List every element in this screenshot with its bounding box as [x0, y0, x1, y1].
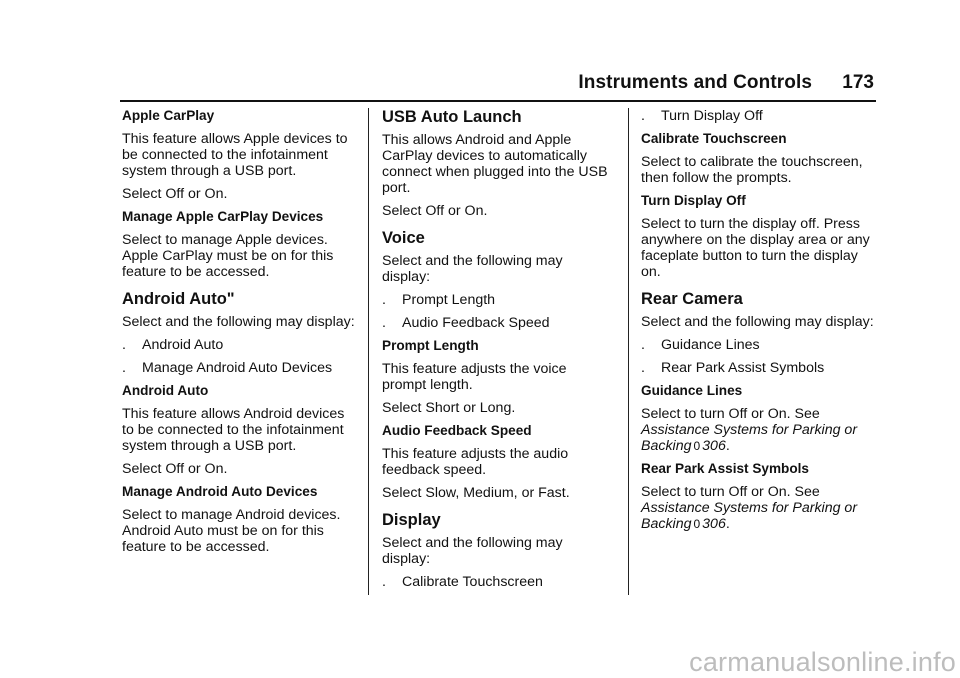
column-1: [122, 108, 358, 562]
paragraph: Select Off or On.: [122, 461, 228, 477]
paragraph: Select and the following may display:: [382, 535, 563, 567]
heading-display: Display: [382, 511, 441, 529]
subheading-guidance-lines: Guidance Lines: [641, 383, 743, 398]
page-reference-icon: 0: [693, 517, 701, 531]
heading-usb-auto-launch: USB Auto Launch: [382, 108, 522, 126]
paragraph: This feature allows Apple devices to be connected to the infotainment system through a USB port.: [122, 131, 348, 179]
heading-rear-camera: Rear Camera: [641, 290, 743, 308]
subheading-audio-feedback: Audio Feedback Speed: [382, 423, 532, 438]
column-2: [382, 108, 614, 597]
paragraph: Select to manage Apple devices. Apple CarPlay must be on for this feature to be accessed.: [122, 232, 334, 280]
page-header: [0, 70, 960, 100]
paragraph: This feature adjusts the voice prompt length.: [382, 361, 567, 393]
section-title: Instruments and Controls: [578, 72, 812, 93]
paragraph: Select to turn the display off. Press anywhere on the display area or any faceplate button to turn the display on.: [641, 216, 870, 280]
paragraph: Select and the following may display:: [641, 314, 874, 330]
paragraph: This feature adjusts the audio feedback speed.: [382, 446, 569, 478]
page-number: 173: [842, 72, 874, 93]
paragraph: Select to calibrate the touchscreen, then follow the prompts.: [641, 154, 863, 186]
subheading-apple-carplay: Apple CarPlay: [122, 108, 215, 123]
heading-voice: Voice: [382, 229, 425, 247]
bullet-icon: .: [641, 337, 645, 353]
subheading-rear-park-assist: Rear Park Assist Symbols: [641, 461, 809, 476]
bullet-icon: .: [122, 337, 126, 353]
list-item: . Rear Park Assist Symbols: [641, 360, 825, 376]
cross-reference-link[interactable]: Assistance Systems for Parking or Backing: [641, 500, 858, 532]
paragraph: Select Slow, Medium, or Fast.: [382, 485, 570, 501]
bullet-icon: .: [382, 315, 386, 331]
bullet-icon: .: [641, 108, 645, 124]
subheading-prompt-length: Prompt Length: [382, 338, 479, 353]
paragraph: Select Off or On.: [122, 186, 228, 202]
bullet-icon: .: [382, 292, 386, 308]
subheading-manage-apple: Manage Apple CarPlay Devices: [122, 209, 324, 224]
cross-reference-link[interactable]: Assistance Systems for Parking or Backing: [641, 422, 858, 454]
page-reference[interactable]: 306: [702, 438, 726, 454]
bullet-icon: .: [641, 360, 645, 376]
paragraph: Select Short or Long.: [382, 400, 516, 416]
paragraph: Select to manage Android devices. Android Auto must be on for this feature to be accessed.: [122, 507, 341, 555]
subheading-manage-android: Manage Android Auto Devices: [122, 484, 318, 499]
column-divider-1: [368, 108, 369, 595]
bullet-icon: .: [382, 574, 386, 590]
paragraph: Select and the following may display:: [122, 314, 355, 330]
list-item: . Audio Feedback Speed: [382, 315, 550, 331]
page-reference[interactable]: 306: [702, 516, 726, 532]
column-divider-2: [628, 108, 629, 595]
list-item: . Turn Display Off: [641, 108, 763, 124]
bullet-icon: .: [122, 360, 126, 376]
paragraph: Select to turn Off or On. See Assistance Systems for Parking or Backing 0 306.: [641, 484, 858, 532]
subheading-calibrate: Calibrate Touchscreen: [641, 131, 787, 146]
paragraph: Select Off or On.: [382, 203, 488, 219]
column-3: [641, 108, 877, 539]
list-item: . Prompt Length: [382, 292, 496, 308]
list-item: . Manage Android Auto Devices: [122, 360, 333, 376]
header-rule: [120, 100, 876, 102]
subheading-android-auto: Android Auto: [122, 383, 209, 398]
list-item: . Android Auto: [122, 337, 224, 353]
page-reference-icon: 0: [693, 439, 701, 453]
paragraph: This feature allows Android devices to be connected to the infotainment system through a USB port.: [122, 406, 345, 454]
watermark: carmanualsonline.info: [689, 647, 956, 677]
list-item: . Calibrate Touchscreen: [382, 574, 543, 590]
list-item: . Guidance Lines: [641, 337, 760, 353]
paragraph: This allows Android and Apple CarPlay devices to automatically connect when plugged into the USB port.: [382, 132, 608, 196]
heading-android-auto: Android Auto": [122, 290, 235, 308]
paragraph: Select to turn Off or On. See Assistance Systems for Parking or Backing 0 306.: [641, 406, 858, 454]
paragraph: Select and the following may display:: [382, 253, 563, 285]
subheading-turn-display-off: Turn Display Off: [641, 193, 746, 208]
